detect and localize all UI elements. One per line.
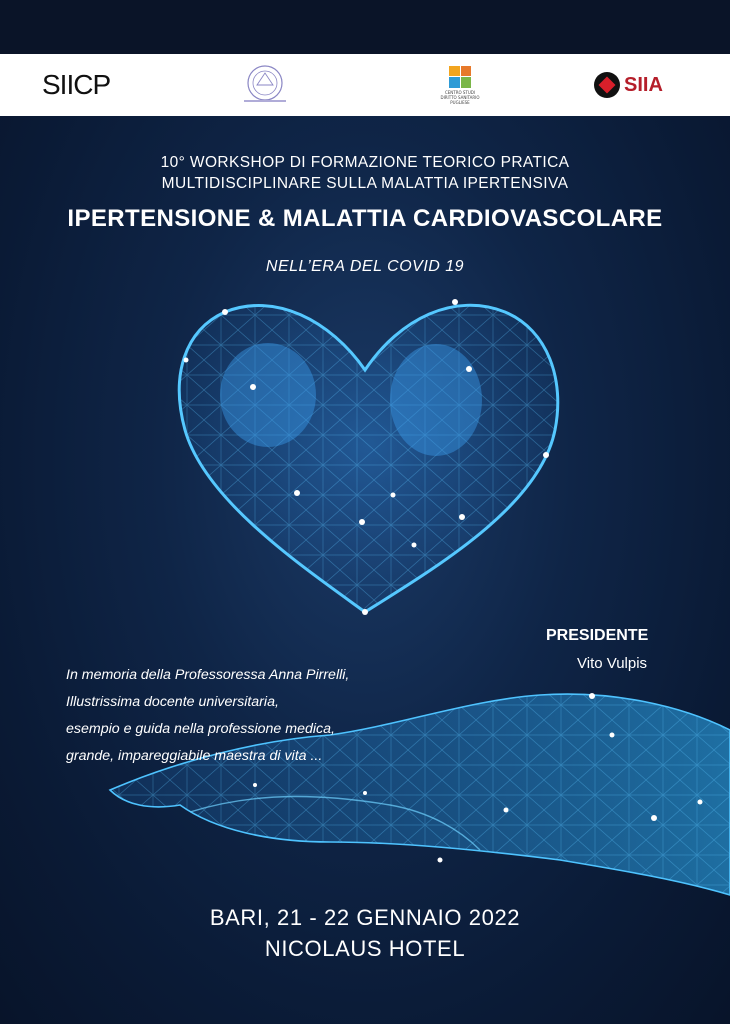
event-subtitle: NELL’ERA DEL COVID 19 <box>265 258 465 275</box>
dedication-line: esempio e guida nella professione medica, <box>66 721 335 737</box>
workshop-line-1: 10° WORKSHOP DI FORMAZIONE TEORICO PRATICA <box>160 154 570 171</box>
event-venue: NICOLAUS HOTEL <box>264 936 466 961</box>
heart-icon <box>179 299 557 615</box>
president-name: Vito Vulpis <box>577 655 648 672</box>
workshop-line-2: MULTIDISCIPLINARE SULLA MALATTIA IPERTENSIVA <box>161 175 569 192</box>
dedication-line: grande, impareggiabile maestra di vita ... <box>66 748 323 764</box>
siicp-logo-text: SIICP <box>42 69 111 100</box>
event-date: BARI, 21 - 22 GENNAIO 2022 <box>209 905 521 930</box>
event-title: IPERTENSIONE & MALATTIA CARDIOVASCOLARE <box>67 205 663 232</box>
dedication-line: Illustrissima docente universitaria, <box>66 694 279 710</box>
dedication <box>66 662 349 770</box>
siia-logo-text: SIIA <box>624 73 663 96</box>
president-heading: PRESIDENTE <box>546 627 649 644</box>
dedication-line: In memoria della Professoressa Anna Pirrelli, <box>66 667 350 683</box>
csdsp-caption: CENTRO STUDI DIRITTO SANITARIO PUGLIESE <box>440 89 480 105</box>
